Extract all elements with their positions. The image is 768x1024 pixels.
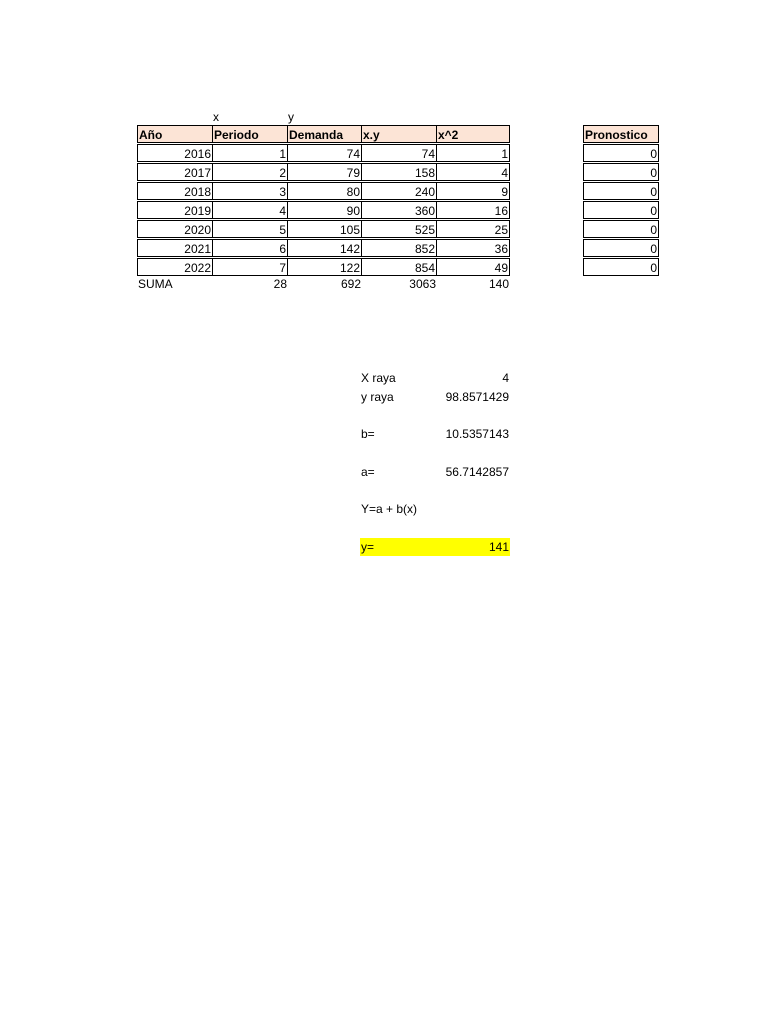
result-label: y= — [360, 538, 435, 556]
header-ano: Año — [137, 125, 213, 143]
sum-xy: 3063 — [409, 277, 436, 291]
cell-periodo: 3 — [212, 182, 288, 200]
sum-periodo: 28 — [273, 277, 287, 291]
cell-ano: 2017 — [137, 163, 213, 181]
cell-xy: 854 — [361, 258, 437, 276]
cell-periodo: 4 — [212, 201, 288, 219]
header-demanda: Demanda — [287, 125, 362, 143]
cell-ano: 2018 — [137, 182, 213, 200]
forecast-cell: 0 — [583, 201, 659, 219]
a-value: 56.7142857 — [445, 465, 509, 479]
x-bar-value: 4 — [502, 371, 509, 385]
cell-demanda: 90 — [287, 201, 362, 219]
regression-formula: Y=a + b(x) — [361, 502, 418, 516]
forecast-cell: 0 — [583, 144, 659, 162]
header-x-squared: x^2 — [436, 125, 510, 143]
cell-x-squared: 49 — [436, 258, 510, 276]
x-variable-label: x — [213, 110, 219, 124]
cell-periodo: 2 — [212, 163, 288, 181]
cell-periodo: 5 — [212, 220, 288, 238]
b-label: b= — [361, 427, 375, 441]
header-xy: x.y — [361, 125, 437, 143]
header-periodo: Periodo — [212, 125, 288, 143]
forecast-cell: 0 — [583, 182, 659, 200]
cell-x-squared: 25 — [436, 220, 510, 238]
cell-periodo: 1 — [212, 144, 288, 162]
cell-x-squared: 1 — [436, 144, 510, 162]
a-label: a= — [361, 465, 375, 479]
cell-xy: 74 — [361, 144, 437, 162]
sum-x-squared: 140 — [488, 277, 509, 291]
sum-demanda: 692 — [340, 277, 361, 291]
header-pronostico: Pronostico — [583, 125, 659, 143]
cell-x-squared: 9 — [436, 182, 510, 200]
cell-xy: 158 — [361, 163, 437, 181]
forecast-cell: 0 — [583, 258, 659, 276]
cell-periodo: 7 — [212, 258, 288, 276]
cell-ano: 2019 — [137, 201, 213, 219]
cell-x-squared: 4 — [436, 163, 510, 181]
cell-ano: 2022 — [137, 258, 213, 276]
cell-ano: 2021 — [137, 239, 213, 257]
cell-demanda: 80 — [287, 182, 362, 200]
cell-demanda: 74 — [287, 144, 362, 162]
cell-periodo: 6 — [212, 239, 288, 257]
cell-x-squared: 16 — [436, 201, 510, 219]
cell-demanda: 122 — [287, 258, 362, 276]
y-bar-value: 98.8571429 — [445, 390, 509, 404]
cell-xy: 360 — [361, 201, 437, 219]
cell-demanda: 105 — [287, 220, 362, 238]
cell-x-squared: 36 — [436, 239, 510, 257]
y-bar-label: y raya — [361, 390, 394, 404]
cell-xy: 525 — [361, 220, 437, 238]
forecast-cell: 0 — [583, 163, 659, 181]
cell-demanda: 142 — [287, 239, 362, 257]
cell-ano: 2016 — [137, 144, 213, 162]
b-value: 10.5357143 — [445, 427, 509, 441]
result-value: 141 — [435, 538, 510, 556]
cell-xy: 240 — [361, 182, 437, 200]
forecast-cell: 0 — [583, 220, 659, 238]
sum-label: SUMA — [138, 277, 173, 291]
cell-ano: 2020 — [137, 220, 213, 238]
cell-xy: 852 — [361, 239, 437, 257]
y-variable-label: y — [288, 110, 294, 124]
forecast-cell: 0 — [583, 239, 659, 257]
cell-demanda: 79 — [287, 163, 362, 181]
x-bar-label: X raya — [361, 371, 396, 385]
